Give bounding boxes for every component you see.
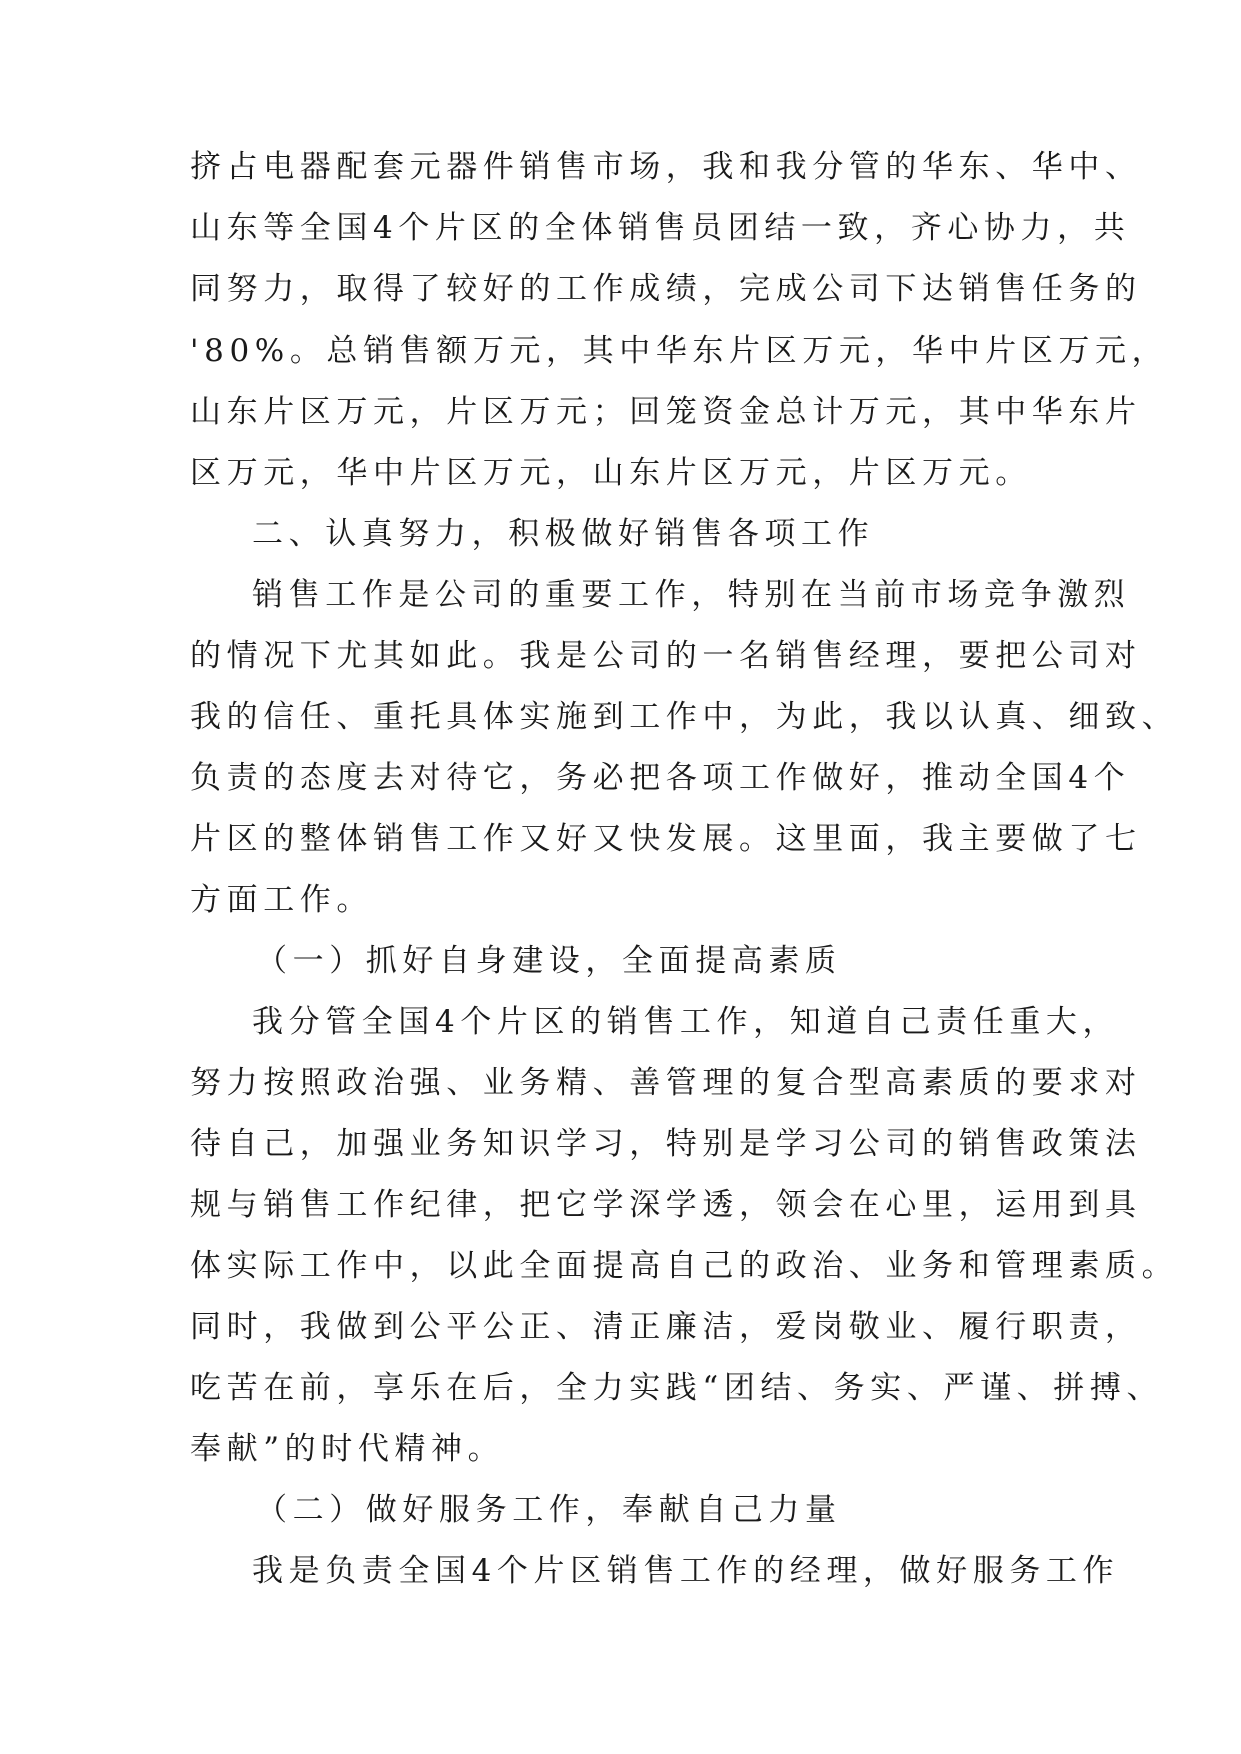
paragraph-line: 挤占电器配套元器件销售市场，我和我分管的华东、华中、 bbox=[190, 149, 1142, 185]
subsection-heading: （二）做好服务工作，奉献自己力量 bbox=[256, 1492, 842, 1528]
paragraph-line: 的情况下尤其如此。我是公司的一名销售经理，要把公司对 bbox=[190, 638, 1142, 674]
paragraph-line: 山东等全国4个片区的全体销售员团结一致，齐心协力，共 bbox=[190, 210, 1131, 246]
paragraph-line: 吃苦在前，享乐在后，全力实践“团结、务实、严谨、拼搏、 bbox=[190, 1370, 1164, 1406]
paragraph-line: 方面工作。 bbox=[190, 882, 373, 918]
paragraph-line: 同时，我做到公平公正、清正廉洁，爱岗敬业、履行职责， bbox=[190, 1309, 1142, 1345]
paragraph-line: '80%。总销售额万元，其中华东片区万元，华中片区万元， bbox=[190, 333, 1169, 369]
section-heading: 二、认真努力，积极做好销售各项工作 bbox=[252, 516, 875, 552]
paragraph-line: 同努力，取得了较好的工作成绩，完成公司下达销售任务的 bbox=[190, 271, 1142, 307]
paragraph-line: 规与销售工作纪律，把它学深学透，领会在心里，运用到具 bbox=[190, 1187, 1142, 1223]
paragraph-line: 待自己，加强业务知识学习，特别是学习公司的销售政策法 bbox=[190, 1126, 1142, 1162]
paragraph-line: 体实际工作中，以此全面提高自己的政治、业务和管理素质。 bbox=[190, 1248, 1179, 1284]
paragraph-line: 我分管全国4个片区的销售工作，知道自己责任重大， bbox=[252, 1004, 1120, 1040]
paragraph-line: 我的信任、重托具体实施到工作中，为此，我以认真、细致、 bbox=[190, 699, 1179, 735]
paragraph-line: 山东片区万元，片区万元；回笼资金总计万元，其中华东片 bbox=[190, 394, 1142, 430]
paragraph-line: 奉献”的时代精神。 bbox=[190, 1431, 505, 1467]
paragraph-line: 负责的态度去对待它，务必把各项工作做好，推动全国4个 bbox=[190, 760, 1131, 796]
paragraph-line: 片区的整体销售工作又好又快发展。这里面，我主要做了七 bbox=[190, 821, 1142, 857]
paragraph-line: 我是负责全国4个片区销售工作的经理，做好服务工作 bbox=[252, 1553, 1120, 1589]
paragraph-line: 区万元，华中片区万元，山东片区万元，片区万元。 bbox=[190, 455, 1032, 491]
paragraph-line: 销售工作是公司的重要工作，特别在当前市场竞争激烈 bbox=[252, 577, 1131, 613]
paragraph-line: 努力按照政治强、业务精、善管理的复合型高素质的要求对 bbox=[190, 1065, 1142, 1101]
subsection-heading: （一）抓好自身建设，全面提高素质 bbox=[256, 943, 842, 979]
